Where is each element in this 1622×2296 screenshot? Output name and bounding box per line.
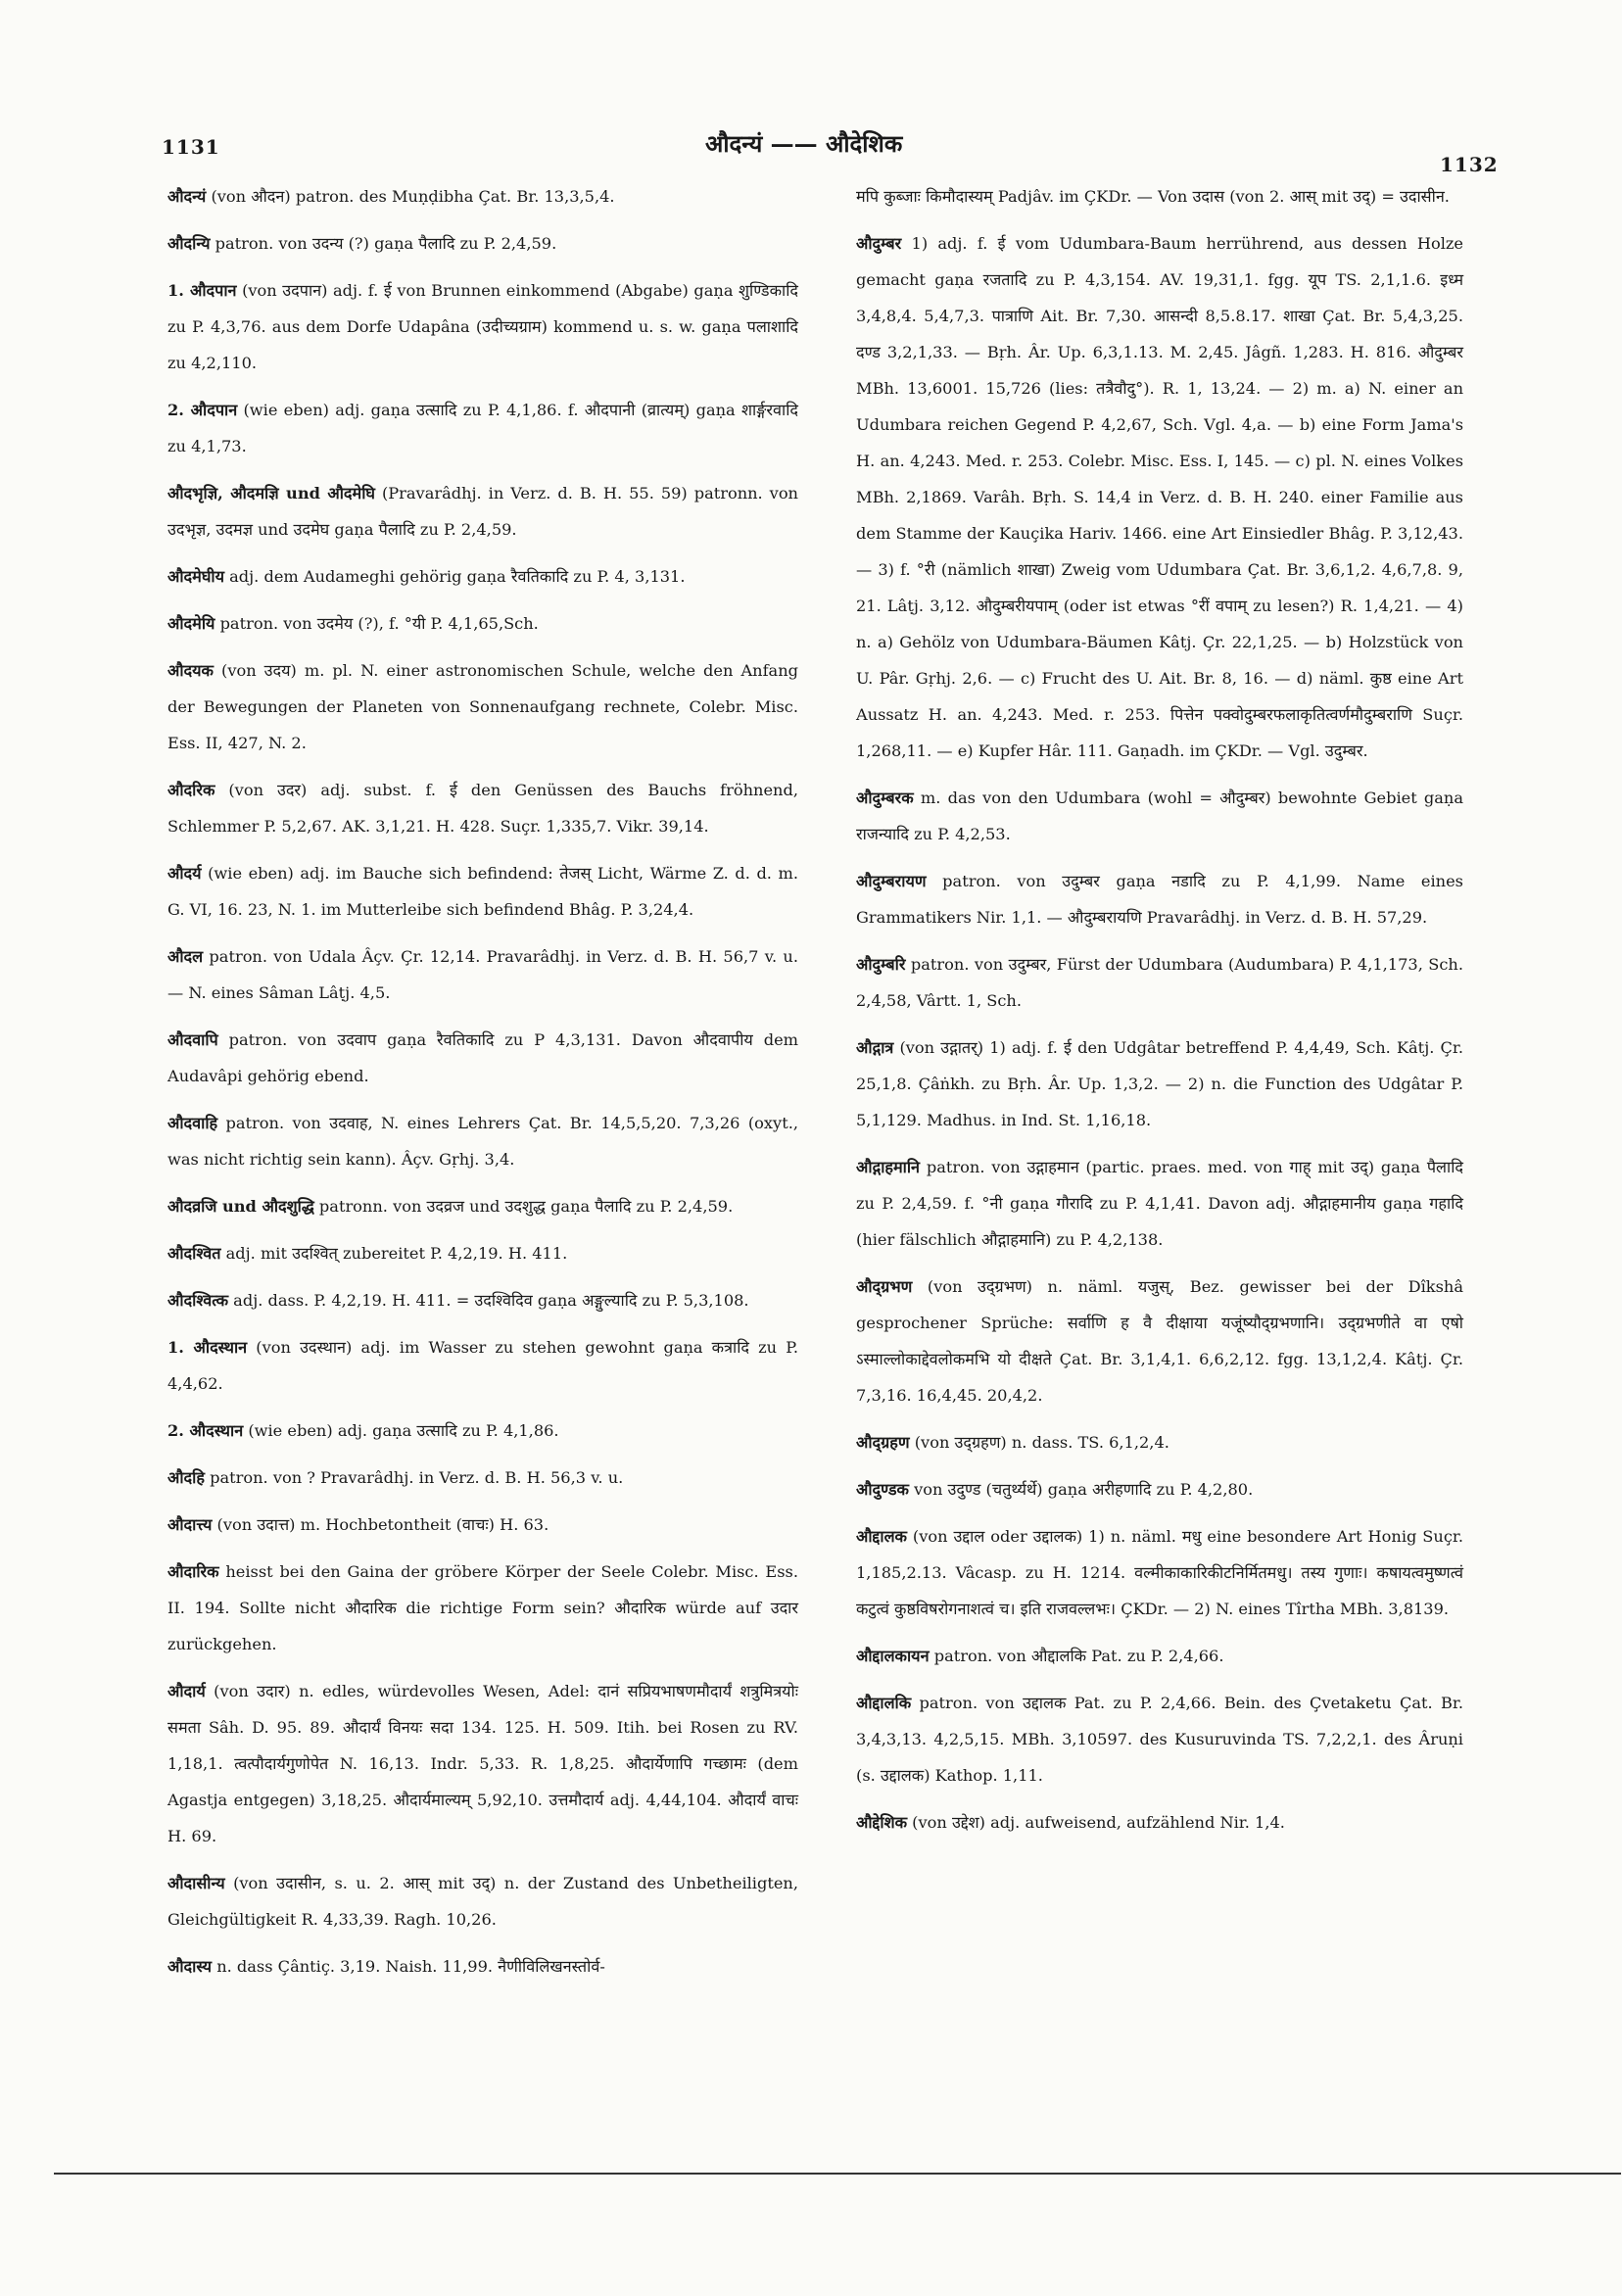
entry-headword: 1. औदपान [167, 281, 237, 300]
entry-text: मपि कुब्जाः किमौदास्यम् Padjâv. im ÇKDr. — Von उदास (von 2. आस् mit उद्) = उदासीन. [856, 187, 1450, 206]
dictionary-entry [162, 225, 798, 262]
entry-headword: औदहि [167, 1468, 205, 1487]
dictionary-entry [162, 1188, 798, 1224]
entry-text: (wie eben) adj. gaṇa उत्सादि zu P. 4,1,86. [243, 1421, 559, 1440]
entry-text: patron. von उद्गाहमान (partic. praes. med. von गाह् mit उद्) gaṇa पैलादि zu P. 2,4,59. f. °नी gaṇa गौरादि zu P. 4,1,41. Davon adj. औद्गाहमानीय gaṇa गहादि (hier fälschlich औद्गाहमानि) zu P. 4,2,138. [856, 1158, 1463, 1249]
dictionary-entry [162, 1329, 798, 1402]
entry-headword: 2. औदस्थान [167, 1421, 244, 1440]
dictionary-entry [162, 272, 798, 381]
entry-text: patron. von औद्दालकि Pat. zu P. 2,4,66. [929, 1647, 1224, 1665]
dictionary-entry [162, 178, 798, 215]
entry-headword: औदवाहि [167, 1114, 218, 1132]
entry-headword: औदरिक [167, 781, 215, 799]
entry-headword: औद्दालकायन [856, 1647, 930, 1665]
entry-text: (von उदर) adj. subst. f. ई den Genüssen des Bauchs fröhnend, Schlemmer P. 5,2,67. AK. 3,1,21. H. 428. Suçr. 1,335,7. Vikr. 39,14. [167, 781, 798, 836]
entry-text: adj. dem Audameghi gehörig gaṇa रैवतिकादि zu P. 4, 3,131. [223, 567, 686, 586]
dictionary-entry [850, 1804, 1463, 1841]
dictionary-entry [162, 392, 798, 464]
dictionary-entry [850, 1518, 1463, 1627]
dictionary-entry [850, 863, 1463, 935]
dictionary-entry [162, 1282, 798, 1318]
entry-headword: औदव्रजि und औदशुद्धि [167, 1197, 314, 1216]
dictionary-entry [162, 1865, 798, 1937]
entry-text: (von उद्ग्रभण) n. näml. यजुस्, Bez. gewisser bei der Dîkshâ gesprochener Sprüche: सर्वाणि ह वै दीक्षाया यजूंष्यौद्ग्रभणानि। उद्ग्रभणीते वा एषो ऽस्माल्लोकाद्देवलोकमभि यो दीक्षते Çat. Br. 3,1,4,1. 6,6,2,12. fgg. 13,1,2,4. Kâtj. Çr. 7,3,16. 16,4,45. 20,4,2. [856, 1277, 1463, 1405]
running-head: औदन्यं —— औदेशिक [705, 129, 903, 158]
entry-text: patron. von ? Pravarâdhj. in Verz. d. B. H. 56,3 v. u. [204, 1468, 624, 1487]
entry-headword: औदारिक [167, 1562, 219, 1581]
entry-text: (wie eben) adj. gaṇa उत्सादि zu P. 4,1,86. f. औदपानी (व्रात्यम्) gaṇa शार्ङ्गरवादि zu 4,1,73. [167, 401, 799, 455]
entry-headword: औदयक [167, 661, 214, 680]
entry-text: von उदुण्ड (चतुर्थ्यर्थे) gaṇa अरीहणादि zu P. 4,2,80. [908, 1480, 1254, 1499]
entry-text: patron. von उदवाप gaṇa रैवतिकादि zu P 4,3,131. Davon औदवापीय dem Audavâpi gehörig ebend. [167, 1030, 798, 1085]
entry-text: patron. von उदवाह, N. eines Lehrers Çat. Br. 14,5,5,20. 7,3,26 (oxyt., was nicht richtig sein kann). Âçv. Gṛhj. 3,4. [167, 1114, 798, 1169]
entry-headword: औद्गाहमानि [856, 1158, 921, 1176]
entry-text: (von उद्ग्रहण) n. dass. TS. 6,1,2,4. [909, 1433, 1169, 1452]
entry-headword: औद्दालक [856, 1527, 907, 1546]
entry-headword: औदुण्डक [856, 1480, 909, 1499]
entry-headword: औदश्वित्क [167, 1291, 229, 1310]
dictionary-entry [162, 1105, 798, 1177]
dictionary-entry [162, 1673, 798, 1854]
dictionary-entry [850, 225, 1463, 769]
dictionary-entry [162, 558, 798, 595]
entry-headword: औदभृज्ञि, औदमज्ञि und औदमेघि [167, 484, 375, 502]
dictionary-entry [162, 1554, 798, 1662]
entry-headword: औदुम्बर [856, 234, 902, 253]
entry-text: m. das von den Udumbara (wohl = औदुम्बर) bewohnte Gebiet gaṇa राजन्यादि zu P. 4,2,53. [856, 789, 1463, 843]
entry-text: 1) adj. f. ई vom Udumbara-Baum herrührend, aus dessen Holze gemacht gaṇa रजतादि zu P. 4,3,154. AV. 19,31,1. fgg. यूप TS. 2,1,1.6. इध्म 3,4,8,4. 5,4,7,3. पात्राणि Ait. Br. 7,30. आसन्दी 8,5.8.17. शाखा Çat. Br. 5,4,3,25. दण्ड 3,2,1,33. — Bṛh. Âr. Up. 6,3,1.13. M. 2,45. Jâgñ. 1,283. H. 816. औदुम्बर MBh. 13,6001. 15,726 (lies: तत्रैवौदु°). R. 1, 13,24. — 2) m. a) N. einer an Udumbara reichen Gegend P. 4,2,67, Sch. Vgl. 4,a. — b) eine Form Jama's H. an. 4,243. Med. r. 253. Colebr. Misc. Ess. I, 145. — c) pl. N. eines Volkes MBh. 2,1869. Varâh. Bṛh. S. 14,4 in Verz. d. B. H. 240. einer Familie aus dem Stamme der Kauçika Hariv. 1466. eine Art Einsiedler Bhâg. P. 3,12,43. — 3) f. °री (nämlich शाखा) Zweig vom Udumbara Çat. Br. 3,6,1,2. 4,6,7,8. 9, 21. Lâṭj. 3,12. औदुम्बरीयपाम् (oder ist etwas °रीं वपाम् zu lesen?) R. 1,4,21. — 4) n. a) Gehölz von Udumbara-Bäumen Kâtj. Çr. 22,1,25. — b) Holzstück von U. Pâr. Gṛhj. 2,6. — c) Frucht des U. Ait. Br. 8, 16. — d) näml. कुष्ठ eine Art Aussatz H. an. 4,243. Med. r. 253. पित्तेन पक्वोदुम्बरफलाकृतित्वर्णमौदुम्बराणि Suçr. 1,268,11. — e) Kupfer Hâr. 111. Gaṇadh. im ÇKDr. — Vgl. उदुम्बर. [856, 234, 1463, 760]
dictionary-entry [850, 946, 1463, 1019]
dictionary-entry [850, 1149, 1463, 1258]
entry-headword: औदास्य [167, 1957, 213, 1976]
page-header [0, 118, 1622, 176]
entry-headword: औदमेयि [167, 614, 215, 633]
dictionary-entry [162, 938, 798, 1011]
entry-text: (von औदन) patron. des Muṇḍibha Çat. Br. 13,3,5,4. [206, 187, 615, 206]
dictionary-entry [162, 772, 798, 844]
entry-text: patron. von उदमेय (?), f. °यी P. 4,1,65,Sch. [215, 614, 539, 633]
entry-headword: औद्दालकि [856, 1694, 912, 1712]
entry-text: (von उदार) n. edles, würdevolles Wesen, Adel: दानं सप्रियभाषणमौदार्यं शत्रुमित्रयोः समता Sâh. D. 95. 89. औदार्यं विनयः सदा 134. 125. H. 509. Itih. bei Rosen zu RV. 1,18,1. त्वत्पौदार्यगुणोपेत N. 16,13. Indr. 5,33. R. 1,8,25. औदार्येणापि गच्छामः (dem Agastja entgegen) 3,18,25. औदार्यमाल्यम् 5,92,10. उत्तमौदार्य adj. 4,44,104. औदार्यं वाचः H. 69. [167, 1682, 798, 1845]
dictionary-entry [850, 1029, 1463, 1138]
entry-headword: औदार्य [167, 1682, 206, 1700]
entry-text: patron. von Udala Âçv. Çr. 12,14. Pravarâdhj. in Verz. d. B. H. 56,7 v. u. — N. eines Sâman Lâṭj. 4,5. [167, 947, 798, 1002]
entry-text: (von उदय) m. pl. N. einer astronomischen Schule, welche den Anfang der Bewegungen der Planeten von Sonnenaufgang rechnete, Colebr. Misc. Ess. II, 427, N. 2. [167, 661, 798, 752]
dictionary-entry [850, 1268, 1463, 1413]
entry-headword: औदश्वित [167, 1244, 221, 1263]
entry-headword: औद्ग्रहण [856, 1433, 910, 1452]
dictionary-entry [850, 780, 1463, 852]
entry-headword: औदासीन्य [167, 1874, 225, 1892]
dictionary-entry [850, 1638, 1463, 1674]
dictionary-entry [162, 1507, 798, 1543]
entry-text: (von उदस्थान) adj. im Wasser zu stehen gewohnt gaṇa कत्रादि zu P. 4,4,62. [167, 1338, 798, 1393]
entry-headword: औदात्त्य [167, 1515, 213, 1534]
entry-text: n. dass Çântiç. 3,19. Naish. 11,99. नैणीविलिखनस्तोर्व- [212, 1957, 605, 1976]
entry-headword: औद्गात्र [856, 1038, 894, 1057]
entry-text: patron. von उदुम्बर, Fürst der Udumbara (Audumbara) P. 4,1,173, Sch. 2,4,58, Vârtt. 1, Sch. [856, 955, 1463, 1010]
entry-text: (von उदात्त) m. Hochbetontheit (वाचः) H. 63. [212, 1515, 549, 1534]
entry-headword: औदुम्बरक [856, 789, 914, 807]
entry-text: (Pravarâdhj. in Verz. d. B. H. 55. 59) patronn. von उदभृज्ञ, उदमज्ञ und उदमेघ gaṇa पैलादि zu P. 2,4,59. [167, 484, 798, 539]
dictionary-entry [850, 1471, 1463, 1507]
entry-text: (von उद्दाल oder उद्दालक) 1) n. näml. मधु eine besondere Art Honig Suçr. 1,185,2.13. Vâcasp. zu H. 1214. वल्मीकाकारिकीटनिर्मितमधु। तस्य गुणाः। कषायत्वमुष्णत्वं कटुत्वं कुष्ठविषरोगनाशत्वं च। इति राजवल्लभः। ÇKDr. — 2) N. eines Tîrtha MBh. 3,8139. [856, 1527, 1463, 1618]
dictionary-entry [162, 1459, 798, 1496]
entry-headword: औदर्य [167, 864, 202, 883]
right-column [850, 178, 1463, 1851]
dictionary-entry [162, 605, 798, 642]
entry-text: (wie eben) adj. im Bauche sich befindend: तेजस् Licht, Wärme Z. d. d. m. G. VI, 16. 23, N. 1. im Mutterleibe sich befindend Bhâg. P. 3,24,4. [167, 864, 798, 919]
entry-text: patron. von उदन्य (?) gaṇa पैलादि zu P. 2,4,59. [210, 234, 557, 253]
entry-text: (von उद्देश) adj. aufweisend, aufzählend Nir. 1,4. [907, 1813, 1285, 1832]
entry-text: adj. dass. P. 4,2,19. H. 411. = उदश्विदिव gaṇa अङ्गुल्यादि zu P. 5,3,108. [228, 1291, 749, 1310]
entry-text: heisst bei den Gaina der gröbere Körper der Seele Colebr. Misc. Ess. II. 194. Sollte nicht औदारिक die richtige Form sein? औदारिक würde auf उदार zurückgehen. [167, 1562, 798, 1653]
entry-headword: औद्ग्रभण [856, 1277, 913, 1296]
dictionary-entry [850, 178, 1463, 215]
bottom-rule [54, 2173, 1621, 2175]
dictionary-entry [850, 1685, 1463, 1794]
entry-headword: 2. औदपान [167, 401, 238, 419]
dictionary-entry [162, 1412, 798, 1449]
dictionary-entry [162, 1235, 798, 1271]
entry-text: adj. mit उदश्वित् zubereitet P. 4,2,19. H. 411. [220, 1244, 568, 1263]
entry-headword: औदवापि [167, 1030, 218, 1049]
dictionary-entry [850, 1424, 1463, 1460]
entry-text: (von उदासीन, s. u. 2. आस् mit उद्) n. der Zustand des Unbetheiligten, Gleichgültigkeit R. 4,33,39. Ragh. 10,26. [167, 1874, 798, 1929]
page-number-left: 1131 [162, 135, 220, 159]
entry-text: (von उद्गातर्) 1) adj. f. ई den Udgâtar betreffend P. 4,4,49, Sch. Kâtj. Çr. 25,1,8. Çâṅkh. zu Bṛh. Âr. Up. 1,3,2. — 2) n. die Function des Udgâtar P. 5,1,129. Madhus. in Ind. St. 1,16,18. [856, 1038, 1463, 1129]
entry-headword: 1. औदस्थान [167, 1338, 248, 1357]
dictionary-entry [162, 475, 798, 548]
dictionary-entry [162, 855, 798, 928]
left-column [162, 178, 798, 1995]
entry-headword: औदल [167, 947, 204, 966]
entry-text: (von उदपान) adj. f. ई von Brunnen einkommend (Abgabe) gaṇa शुण्डिकादि zu P. 4,3,76. aus dem Dorfe Udapâna (उदीच्यग्राम) kommend u. s. w. gaṇa पलाशादि zu 4,2,110. [167, 281, 799, 372]
dictionary-entry [162, 1948, 798, 1985]
dictionary-entry [162, 1022, 798, 1094]
entry-text: patron. von उदुम्बर gaṇa नडादि zu P. 4,1,99. Name eines Grammatikers Nir. 1,1. — औदुम्बरायणि Pravarâdhj. in Verz. d. B. H. 57,29. [856, 872, 1463, 927]
entry-headword: औदन्यि [167, 234, 211, 253]
entry-headword: औद्देशिक [856, 1813, 908, 1832]
entry-headword: औदुम्बरि [856, 955, 906, 974]
entry-headword: औदमेघीय [167, 567, 224, 586]
entry-text: patronn. von उदव्रज und उदशुद्ध gaṇa पैलादि zu P. 2,4,59. [313, 1197, 734, 1216]
entry-headword: औदुम्बरायण [856, 872, 927, 890]
entry-headword: औदन्यं [167, 187, 207, 206]
page-number-right: 1132 [1440, 153, 1499, 176]
entry-text: patron. von उद्दालक Pat. zu P. 2,4,66. Bein. des Çvetaketu Çat. Br. 3,4,3,13. 4,2,5,15. MBh. 3,10597. des Kusuruvinda TS. 7,2,2,1. des Âruṇi (s. उद्दालक) Kathop. 1,11. [856, 1694, 1463, 1785]
dictionary-entry [162, 652, 798, 761]
